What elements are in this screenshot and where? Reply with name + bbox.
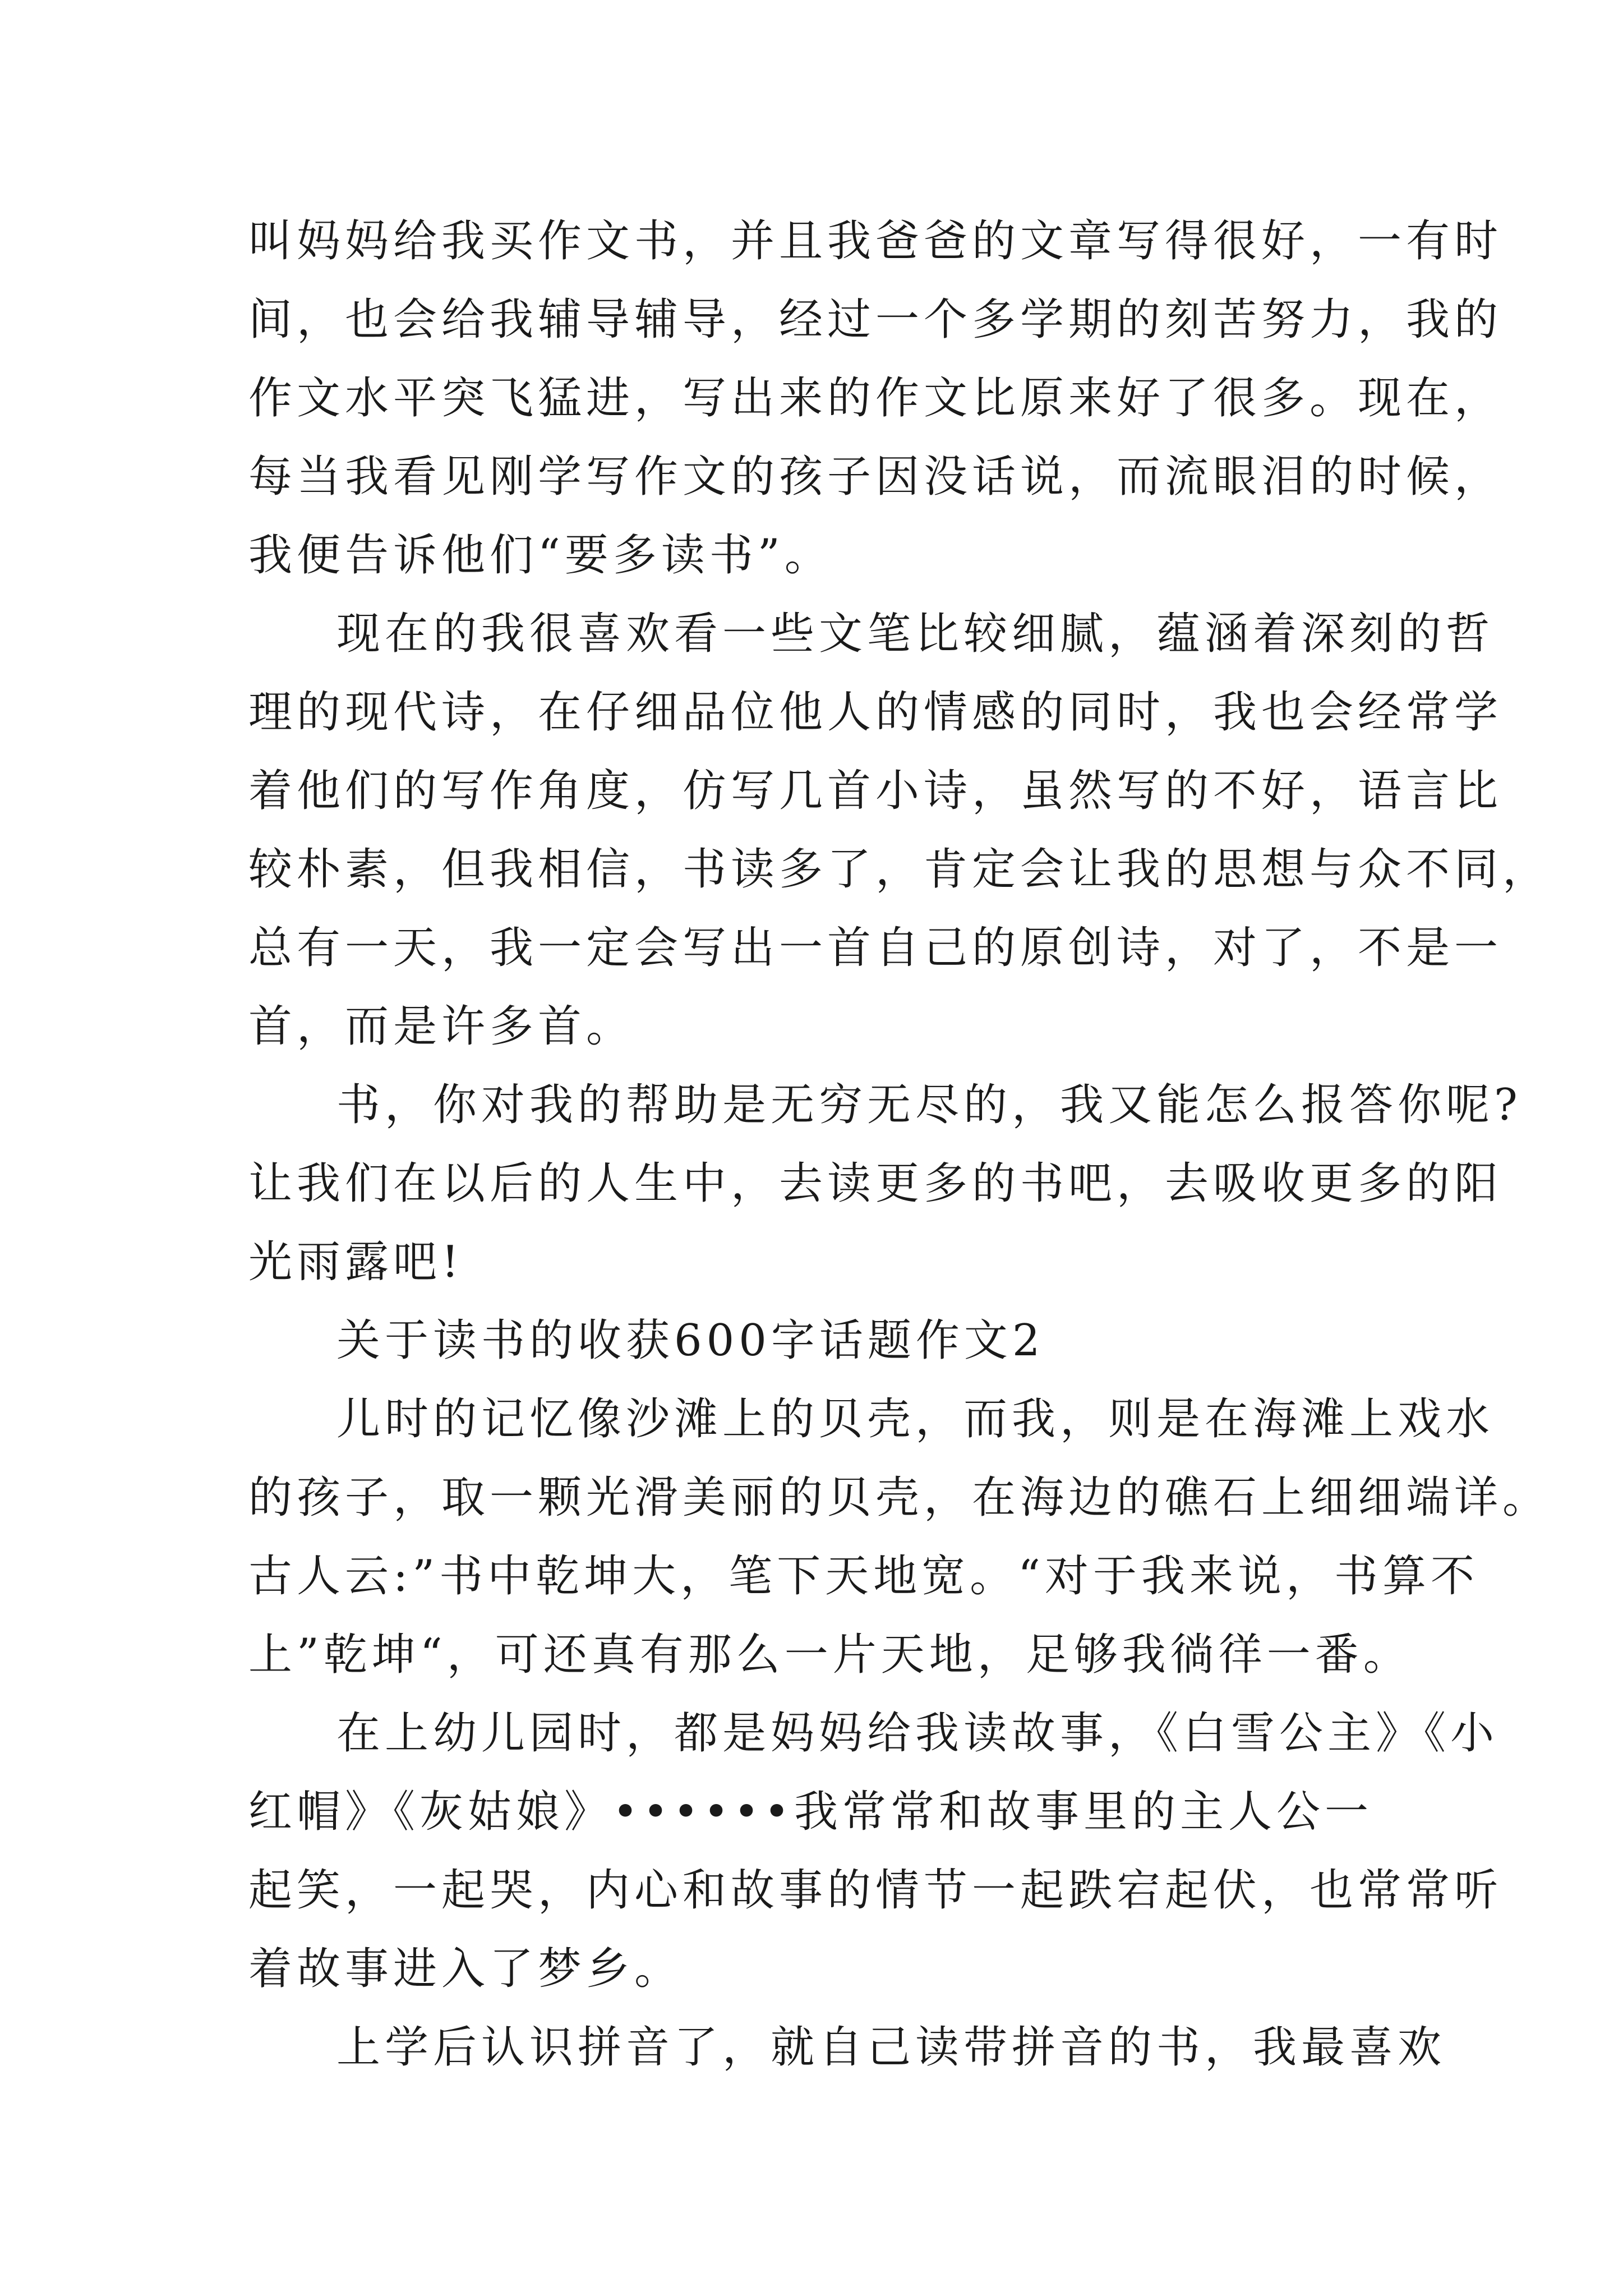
- text-line: 着他们的写作角度，仿写几首小诗，虽然写的不好，语言比: [248, 766, 1503, 816]
- text-line: 首，而是许多首。: [248, 1001, 635, 1052]
- text-line: 的孩子，取一颗光滑美丽的贝壳，在海边的礁石上细细端详。: [248, 1473, 1551, 1523]
- text-line: 我便告诉他们“要多读书”。: [248, 530, 833, 581]
- paragraph-first-line: 儿时的记忆像沙滩上的贝壳，而我，则是在海滩上戏水: [336, 1394, 1495, 1444]
- text-line: 着故事进入了梦乡。: [248, 1944, 683, 1994]
- text-line: 让我们在以后的人生中，去读更多的书吧，去吸收更多的阳: [248, 1158, 1503, 1209]
- text-line: 光雨露吧!: [248, 1237, 464, 1287]
- paragraph-first-line: 现在的我很喜欢看一些文笔比较细腻，蕴涵着深刻的哲: [336, 609, 1495, 659]
- text-line: 间，也会给我辅导辅导，经过一个多学期的刻苦努力，我的: [248, 295, 1503, 345]
- paragraph-first-line: 上学后认识拼音了，就自己读带拼音的书，我最喜欢: [336, 2022, 1446, 2073]
- text-line: 总有一天，我一定会写出一首自己的原创诗，对了，不是一: [248, 923, 1503, 973]
- paragraph-first-line: 书，你对我的帮助是无穷无尽的，我又能怎么报答你呢?: [336, 1080, 1522, 1130]
- paragraph-first-line: 在上幼儿园时，都是妈妈给我读故事，《白雪公主》《小: [336, 1708, 1499, 1759]
- text-line: 古人云:”书中乾坤大，笔下天地宽。“对于我来说，书算不: [248, 1551, 1479, 1602]
- text-line: 红帽》《灰姑娘》••••••我常常和故事里的主人公一: [248, 1787, 1373, 1837]
- text-line: 上”乾坤“，可还真有那么一片天地，足够我徜徉一番。: [248, 1630, 1412, 1680]
- section-heading: 关于读书的收获600字话题作文2: [336, 1315, 1045, 1366]
- text-line: 叫妈妈给我买作文书，并且我爸爸的文章写得很好，一有时: [248, 216, 1503, 266]
- text-line: 起笑，一起哭，内心和故事的情节一起跌宕起伏，也常常听: [248, 1865, 1503, 1916]
- text-line: 作文水平突飞猛进，写出来的作文比原来好了很多。现在，: [248, 373, 1503, 424]
- text-line: 每当我看见刚学写作文的孩子因没话说，而流眼泪的时候，: [248, 452, 1503, 502]
- text-line: 理的现代诗，在仔细品位他人的情感的同时，我也会经常学: [248, 687, 1503, 738]
- text-line: 较朴素，但我相信，书读多了，肯定会让我的思想与众不同，: [248, 844, 1551, 895]
